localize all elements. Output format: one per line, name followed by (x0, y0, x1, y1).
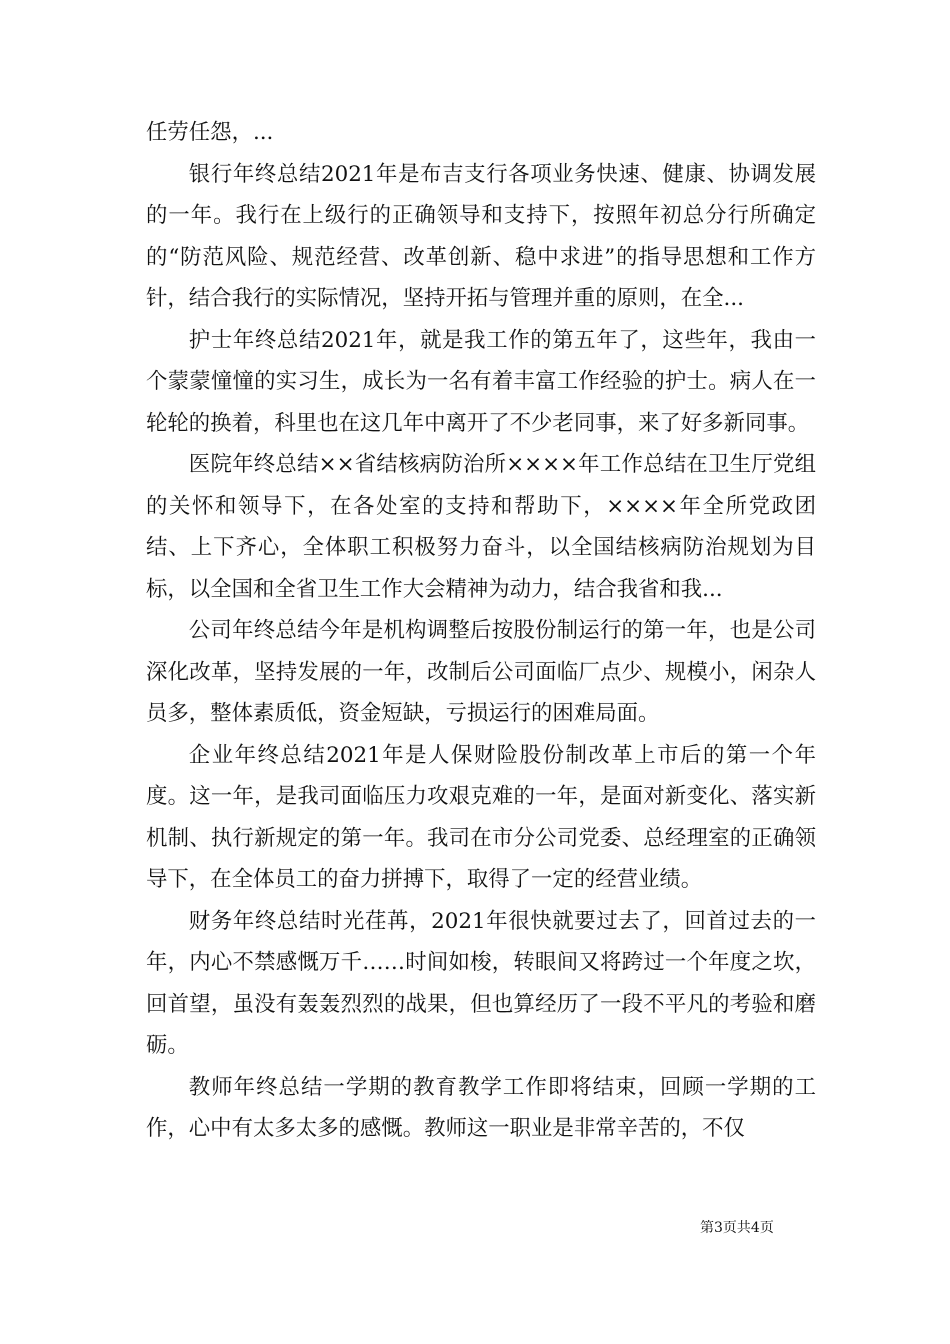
paragraph-1: 任劳任怨，... (146, 120, 274, 145)
paragraph-8: 教师年终总结一学期的教育教学工作即将结束，回顾一学期的工作，心中有太多太多的感慨。教师这一职业是非常辛苦的，不仅 (146, 1074, 816, 1141)
document-body (146, 112, 816, 1150)
paragraph-4: 医院年终总结××省结核病防治所××××年工作总结在卫生厅党组的关怀和领导下，在各处室的支持和帮助下，××××年全所党政团结、上下齐心，全体职工积极努力奋斗，以全国结核病防治规划为目标，以全国和全省卫生工作大会精神为动力，结合我省和我... (146, 452, 816, 602)
paragraph-3: 护士年终总结2021年，就是我工作的第五年了，这些年，我由一个蒙蒙憧憧的实习生，成长为一名有着丰富工作经验的护士。病人在一轮轮的换着，科里也在这几年中离开了不少老同事，来了好多新同事。 (146, 327, 816, 436)
paragraph-6: 企业年终总结2021年是人保财险股份制改革上市后的第一个年度。这一年，是我司面临压力攻艰克难的一年，是面对新变化、落实新机制、执行新规定的第一年。我司在市分公司党委、总经理室的正确领导下，在全体员工的奋力拼搏下，取得了一定的经营业绩。 (146, 742, 816, 892)
paragraph-2: 银行年终总结2021年是布吉支行各项业务快速、健康、协调发展的一年。我行在上级行的正确领导和支持下，按照年初总分行所确定的“防范风险、规范经营、改革创新、稳中求进”的指导思想和工作方针，结合我行的实际情况，坚持开拓与管理并重的原则，在全... (146, 161, 816, 311)
paragraph-5: 公司年终总结今年是机构调整后按股份制运行的第一年，也是公司深化改革，坚持发展的一年，改制后公司面临厂点少、规模小，闲杂人员多，整体素质低，资金短缺，亏损运行的困难局面。 (146, 618, 816, 726)
paragraph-7: 财务年终总结时光荏苒，2021年很快就要过去了，回首过去的一年，内心不禁感慨万千……时间如梭，转眼间又将跨过一个年度之坎，回首望，虽没有轰轰烈烈的战果，但也算经历了一段不平凡的考验和磨砺。 (146, 908, 816, 1058)
page-number-footer: 第3页共4页 (700, 1220, 774, 1236)
